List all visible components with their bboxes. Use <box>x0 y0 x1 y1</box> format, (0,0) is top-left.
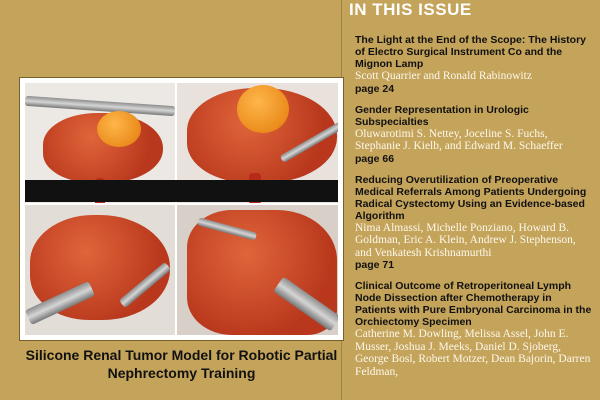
article-authors: Nima Almassi, Michelle Ponziano, Howard B. Goldman, Eric A. Klein, Andrew J. Stephenson, and Venkatesh Krishnamurthi <box>355 221 576 259</box>
article-page: page 24 <box>355 82 395 95</box>
cover-image <box>20 78 343 340</box>
article-page: page 71 <box>355 259 395 271</box>
article-title: Clinical Outcome of Retroperitoneal Lymph Node Dissection after Chemotherapy in Patients with Pure Embryonal Carcinoma in the Orchiectomy Specimen <box>355 280 592 328</box>
cover-image-caption: Silicone Renal Tumor Model for Robotic Partial Nephrectomy Training <box>25 347 338 381</box>
article-authors: Oluwarotimi S. Nettey, Joceline S. Fuchs, Stephanie J. Kielb, and Edward M. Schaeffer <box>355 127 563 152</box>
article-item[interactable] <box>355 280 595 378</box>
article-item[interactable] <box>355 104 595 165</box>
image-panel-bottom-left <box>25 205 175 335</box>
tumor-model <box>237 85 289 133</box>
article-title: The Light at the End of the Scope: The History of Electro Surgical Instrument Co and the Mignon Lamp <box>355 34 587 70</box>
article-list <box>355 34 595 387</box>
article-authors: Scott Quarrier and Ronald Rabinowitz <box>355 70 532 82</box>
article-title: Gender Representation in Urologic Subspecialties <box>355 103 529 128</box>
article-item[interactable] <box>355 34 595 95</box>
dark-band <box>25 180 338 202</box>
article-item[interactable] <box>355 174 595 272</box>
article-title: Reducing Overutilization of Preoperative Medical Referrals Among Patients Undergoing Radical Cystectomy Using an Evidence-based Algorithm <box>355 173 587 222</box>
tumor-model <box>97 111 141 147</box>
in-this-issue-heading: IN THIS ISSUE <box>349 0 472 19</box>
article-page: page 66 <box>355 152 395 165</box>
article-authors: Catherine M. Dowling, Melissa Assel, John E. Musser, Joshua J. Meeks, Daniel D. Sjoberg, George Bosl, Robert Motzer, Dean Bajorin, Darren Feldman, <box>355 328 591 378</box>
image-panel-bottom-right <box>177 205 338 335</box>
